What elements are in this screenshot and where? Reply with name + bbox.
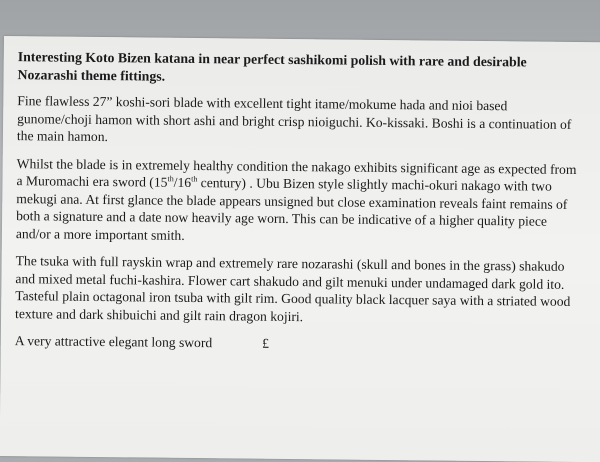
description-card <box>0 36 600 462</box>
superscript-th-1: th <box>167 174 174 184</box>
superscript-th-2: th <box>191 174 198 184</box>
blade-description: Fine flawless 27” koshi-sori blade with excellent tight itame/mokume hada and nioi based gunome/choji hamon with short ashi and bright crisp nioiguchi. Ko-kissaki. Boshi is a continuation of the main hamon. <box>16 93 572 145</box>
price-line-label: A very attractive elegant long sword <box>14 333 213 351</box>
nakago-description <box>16 155 583 248</box>
card-heading: Interesting Koto Bizen katana in near perfect sashikomi polish with rare and desirable Nozarashi theme fittings. <box>17 49 527 84</box>
currency-symbol: £ <box>262 335 270 351</box>
nakago-text-part2: /16 <box>173 174 192 190</box>
card-content <box>15 48 584 355</box>
nakago-text-part3: century) . Ubu Bizen style slightly machi-okuri nakago with two mekugi ana. At first glance the blade appears unsigned but close examination reveals faint remains of both a signature and a date now heavily age worn. This can be indicative of a higher quality piece and/or a more important smith. <box>15 175 568 243</box>
nakago-text-part1: Whilst the blade is in extremely healthy condition the nakago exhibits significant age as expected from a Muromachi era sword (15 <box>16 155 577 190</box>
price-line <box>15 332 581 355</box>
fittings-description: The tsuka with full rayskin wrap and extremely rare nozarashi (skull and bones in the grass) shakudo and mixed metal fuchi-kashira. Flower cart shakudo and gilt menuki under undamaged dark gold ito. Tasteful plain octagonal iron tsuba with gilt rim. Good quality black lacquer saya with a striated wood texture and dark shibuichi and gilt rain dragon kojiri. <box>15 253 571 324</box>
